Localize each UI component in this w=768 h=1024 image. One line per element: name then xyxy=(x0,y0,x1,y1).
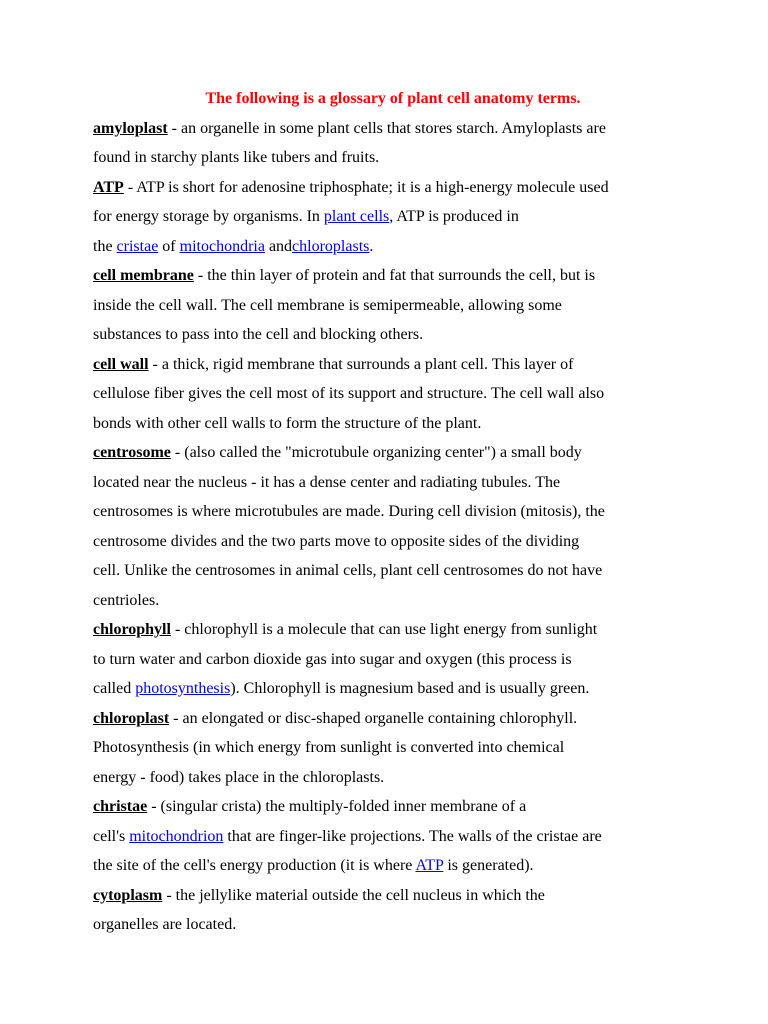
glossary-entry-cell-membrane xyxy=(93,261,693,350)
definition-text: - a thick, rigid membrane that surrounds a plant cell. This layer of xyxy=(148,355,574,373)
entry-line xyxy=(93,232,693,262)
definition-text: and xyxy=(264,237,293,255)
entry-line: centrosome divides and the two parts move to opposite sides of the dividing xyxy=(93,532,580,550)
definition-text: the site of the cell's energy production (it is where xyxy=(93,857,416,874)
definition-text: - the jellylike material outside the cell nucleus in which the xyxy=(162,886,545,904)
glossary-page xyxy=(93,84,693,940)
entry-line xyxy=(93,438,693,468)
definition-text: - an organelle in some plant cells that stores starch. Amyloplasts are xyxy=(167,119,606,137)
glossary-entry-amyloplast xyxy=(93,114,693,173)
definition-text: - (singular crista) the multiply-folded inner membrane of a xyxy=(147,798,527,815)
link-atp[interactable]: ATP xyxy=(415,857,444,874)
entry-line: centrioles. xyxy=(93,591,160,609)
definition-text: of xyxy=(158,237,180,255)
definition-text: called xyxy=(93,680,136,697)
link-mitochondria[interactable]: mitochondria xyxy=(179,237,265,255)
definition-text: ). Chlorophyll is magnesium based and is usually green. xyxy=(230,680,590,697)
definition-text: that are finger-like projections. The walls of the cristae are xyxy=(223,827,602,845)
entry-line: cellulose fiber gives the cell most of its support and structure. The cell wall also xyxy=(93,385,605,402)
term-chlorophyll: chlorophyll xyxy=(93,621,171,638)
entry-line xyxy=(93,350,693,380)
entry-line xyxy=(93,881,693,911)
definition-text: for energy storage by organisms. In xyxy=(93,208,324,225)
glossary-entry-christae xyxy=(93,792,693,881)
glossary-entry-cell-wall xyxy=(93,350,693,439)
term-centrosome: centrosome xyxy=(93,444,171,461)
entry-line xyxy=(93,674,693,704)
link-plant-cells[interactable]: plant cells xyxy=(323,208,390,225)
link-cristae[interactable]: cristae xyxy=(116,237,159,255)
definition-text: - chlorophyll is a molecule that can use light energy from sunlight xyxy=(170,621,598,638)
entry-line: inside the cell wall. The cell membrane is semipermeable, allowing some xyxy=(93,296,562,314)
entry-line xyxy=(93,615,693,645)
glossary-entry-centrosome xyxy=(93,438,693,615)
definition-text: - ATP is short for adenosine triphosphate; it is a high-energy molecule used xyxy=(123,178,609,196)
glossary-entry-cytoplasm xyxy=(93,881,693,940)
entry-line xyxy=(93,792,693,822)
entry-line xyxy=(93,173,693,203)
entry-line: organelles are located. xyxy=(93,916,237,933)
entry-line xyxy=(93,704,693,734)
page-title: The following is a glossary of plant cell anatomy terms. xyxy=(205,90,581,107)
entry-line: energy - food) takes place in the chloroplasts. xyxy=(93,768,385,786)
glossary-entry-chloroplast xyxy=(93,704,693,793)
entry-line xyxy=(93,202,693,232)
entry-line xyxy=(93,851,693,881)
term-atp: ATP xyxy=(93,178,124,196)
entry-line: to turn water and carbon dioxide gas into sugar and oxygen (this process is xyxy=(93,650,572,668)
term-cytoplasm: cytoplasm xyxy=(93,886,163,904)
definition-text: . xyxy=(369,237,374,255)
entry-line xyxy=(93,261,693,291)
term-amyloplast: amyloplast xyxy=(93,119,168,137)
term-chloroplast: chloroplast xyxy=(93,709,170,727)
term-christae: christae xyxy=(93,798,148,815)
definition-text: the xyxy=(93,237,117,255)
entry-line: found in starchy plants like tubers and fruits. xyxy=(93,149,380,166)
glossary-entry-atp xyxy=(93,173,693,262)
entry-line: centrosomes is where microtubules are made. During cell division (mitosis), the xyxy=(93,503,605,520)
glossary-entry-chlorophyll xyxy=(93,615,693,704)
link-photosynthesis[interactable]: photosynthesis xyxy=(135,680,231,697)
link-chloroplasts[interactable]: chloroplasts xyxy=(292,237,370,255)
definition-text: cell's xyxy=(93,827,130,845)
term-cell-wall: cell wall xyxy=(93,355,149,373)
definition-text: is generated). xyxy=(443,857,534,874)
term-cell-membrane: cell membrane xyxy=(93,267,194,284)
entry-line: located near the nucleus - it has a dense center and radiating tubules. The xyxy=(93,473,561,491)
link-mitochondrion[interactable]: mitochondrion xyxy=(129,827,224,845)
entry-line: Photosynthesis (in which energy from sunlight is converted into chemical xyxy=(93,739,565,756)
entry-line xyxy=(93,114,693,144)
entry-line: substances to pass into the cell and blocking others. xyxy=(93,326,424,343)
definition-text: , ATP is produced in xyxy=(389,208,519,225)
entry-line xyxy=(93,822,693,852)
definition-text: - (also called the "microtubule organizing center") a small body xyxy=(170,444,582,461)
definition-text: - the thin layer of protein and fat that surrounds the cell, but is xyxy=(193,267,596,284)
entry-line: bonds with other cell walls to form the structure of the plant. xyxy=(93,414,482,432)
entry-line: cell. Unlike the centrosomes in animal cells, plant cell centrosomes do not have xyxy=(93,562,603,579)
definition-text: - an elongated or disc-shaped organelle containing chlorophyll. xyxy=(169,709,578,727)
